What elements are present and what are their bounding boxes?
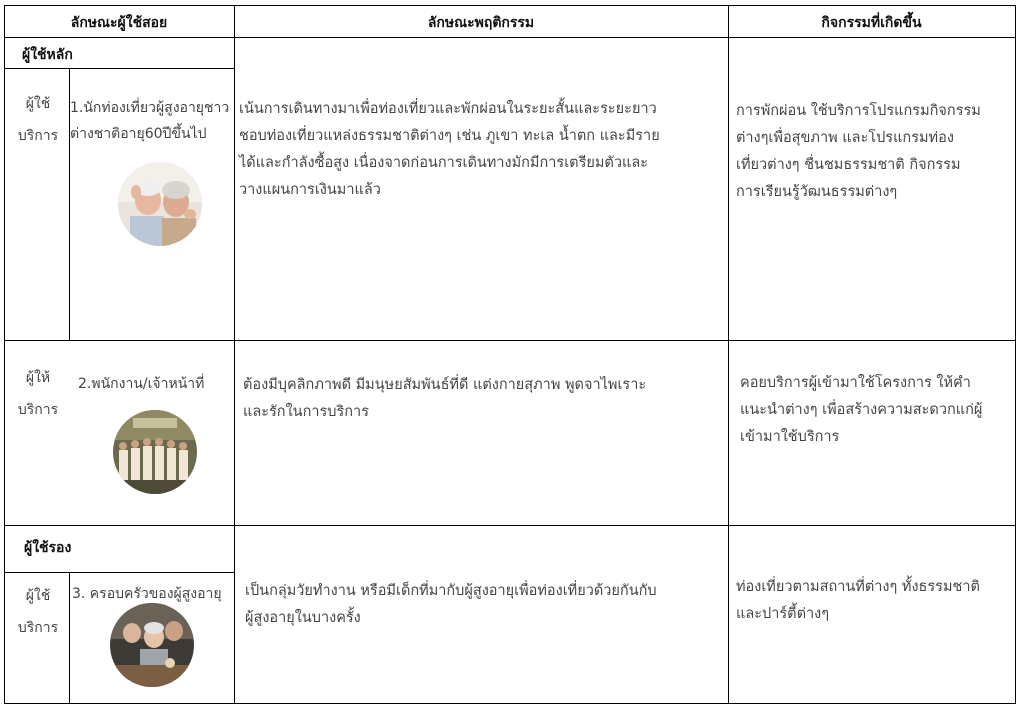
role-label-line2: บริการ [17,620,59,636]
role-label-line2: บริการ [17,402,59,418]
user-type-label: 3. ครอบครัวของผู้สูงอายุ [72,586,222,602]
header-user-characteristics: ลักษณะผู้ใช้สอย [70,15,168,31]
group-secondary-label: ผู้ใช้รอง [24,540,72,556]
group-primary-label: ผู้ใช้หลัก [22,47,73,63]
user-type-label: 2.พนักงาน/เจ้าหน้าที่ [78,376,205,392]
elderly-tourists-photo [118,162,202,246]
header-activities: กิจกรรมที่เกิดขึ้น [821,15,922,31]
staff-group-photo [113,410,197,494]
role-label-line1: ผู้ใช้ [25,96,51,112]
role-label-line1: ผู้ใช้ [25,588,51,604]
family-photo [110,603,194,687]
role-label-line2: บริการ [17,128,59,144]
user-type-label: 1.นักท่องเที่ยวผู้สูงอายุชาว [70,100,230,116]
user-type-label-line2: ต่างชาติอายุ60ปีขึ้นไป [70,126,207,142]
role-label-line1: ผู้ให้ [25,370,51,386]
header-behavior: ลักษณะพฤติกรรม [427,15,535,31]
